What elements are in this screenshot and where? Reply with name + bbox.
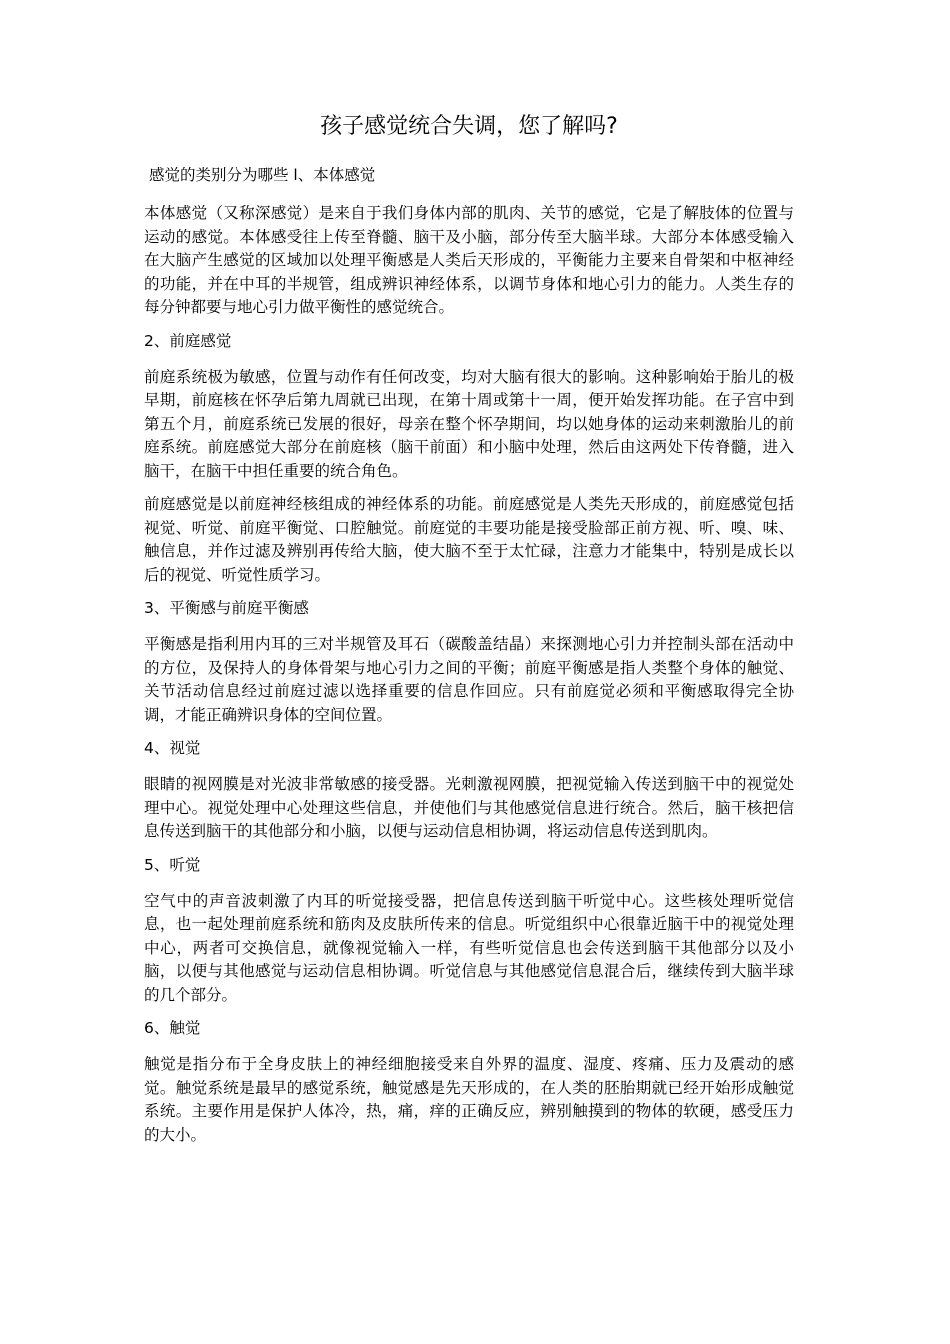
- paragraph-vestibular-2: 前庭感觉是以前庭神经核组成的神经体系的功能。前庭感觉是人类先天形成的，前庭感觉包括视觉、听觉、前庭平衡觉、口腔触觉。前庭觉的丰要功能是接受脸部正前方视、听、嗅、味、触信息，并作过滤及辨别再传给大脑，使大脑不至于太忙碌，注意力才能集中，特别是成长以后的视觉、听觉性质学习。: [144, 495, 794, 584]
- document-title: 孩子感觉统合失调，您了解吗?: [320, 114, 618, 139]
- heading-touch: 6、触觉: [144, 1019, 201, 1037]
- heading-balance: 3、平衡感与前庭平衡感: [144, 599, 309, 617]
- paragraph-balance: 平衡感是指利用内耳的三对半规管及耳石（碳酸盖结晶）来探测地心引力并控制头部在活动中的方位，及保持人的身体骨架与地心引力之间的平衡；前庭平衡感是指人类整个身体的触觉、关节活动信息经过前庭过滤以选择重要的信息作回应。只有前庭觉必须和平衡感取得完全协调，才能正确辨识身体的空间位置。: [144, 635, 794, 724]
- paragraph-vision: 眼睛的视网膜是对光波非常敏感的接受器。光刺激视网膜，把视觉输入传送到脑干中的视觉处理中心。视觉处理中心处理这些信息，并使他们与其他感觉信息进行统合。然后，脑干核把信息传送到脑干的其他部分和小脑，以便与运动信息相协调，将运动信息传送到肌肉。: [144, 775, 794, 840]
- document-page: [144, 112, 794, 1157]
- heading-vestibular: 2、前庭感觉: [144, 331, 232, 350]
- heading-hearing: 5、听觉: [144, 855, 201, 874]
- heading-vision: 4、视觉: [144, 739, 201, 757]
- document-subtitle: 感觉的类别分为哪些 l、本体感觉: [149, 166, 376, 184]
- paragraph-proprioception: 本体感觉（又称深感觉）是来自于我们身体内部的肌肉、关节的感觉，它是了解肢体的位置与运动的感觉。本体感受往上传至脊髓、脑干及小脑，部分传至大脑半球。大部分本体感受输入在大脑产生感觉的区域加以处理平衡感是人类后天形成的，平衡能力主要来自骨架和中枢神经的功能，并在中耳的半规管，组成辨识神经体系，以调节身体和地心引力的能力。人类生存的每分钟都要与地心引力做平衡性的感觉统合。: [144, 204, 794, 316]
- paragraph-touch: 触觉是指分布于全身皮肤上的神经细胞接受来自外界的温度、湿度、疼痛、压力及震动的感觉。触觉系统是最早的感觉系统，触觉感是先天形成的，在人类的胚胎期就已经开始形成触觉系统。主要作用是保护人体冷，热，痛，痒的正确反应，辨别触摸到的物体的软硬，感受压力的大小。: [144, 1055, 794, 1144]
- paragraph-hearing: 空气中的声音波刺激了内耳的听觉接受器，把信息传送到脑干听觉中心。这些核处理听觉信息，也一起处理前庭系统和筋肉及皮肤所传来的信息。听觉组织中心很靠近脑干中的视觉处理中心，两者可交换信息，就像视觉输入一样，有些听觉信息也会传送到脑干其他部分以及小脑，以便与其他感觉与运动信息相协调。听觉信息与其他感觉信息混合后，继续传到大脑半球的几个部分。: [144, 891, 794, 1004]
- paragraph-vestibular-1: 前庭系统极为敏感，位置与动作有任何改变，均对大脑有很大的影响。这种影响始于胎儿的极早期，前庭核在怀孕后第九周就已出现，在第十周或第十一周，便开始发挥功能。在子宫中到第五个月，前庭系统已发展的很好，母亲在整个怀孕期间，均以她身体的运动来刺激胎儿的前庭系统。前庭感觉大部分在前庭核（脑干前面）和小脑中处理，然后由这两处下传脊髓，进入脑干，在脑干中担任重要的统合角色。: [144, 367, 794, 480]
